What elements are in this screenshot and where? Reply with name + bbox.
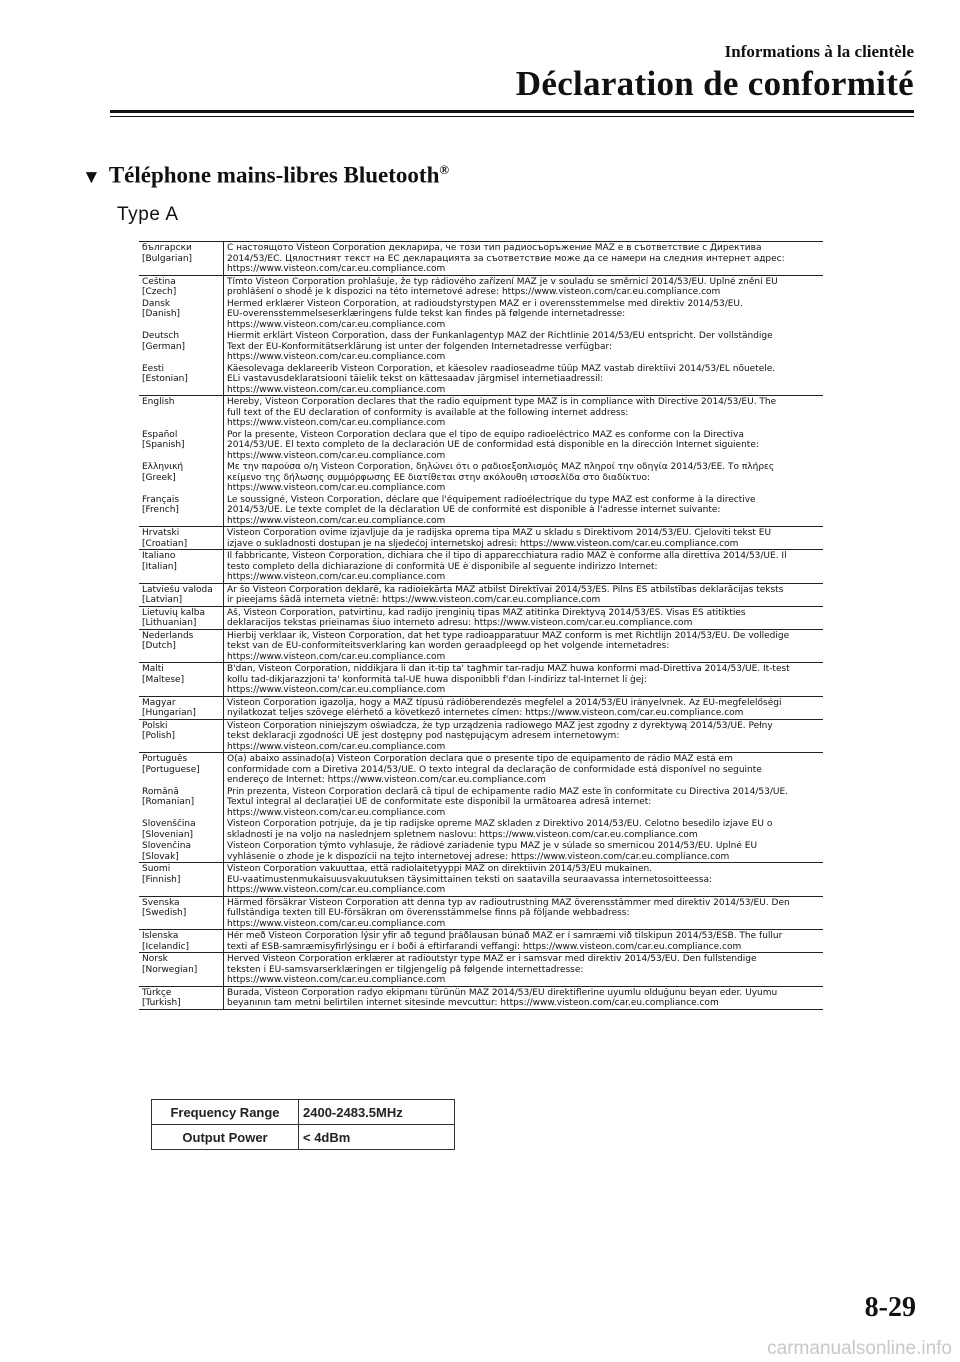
spec-value: 2400-2483.5MHz	[299, 1100, 455, 1125]
declaration-line: Käesolevaga deklareerib Visteon Corporation, et käesolev raadioseadme tüüp MAZ vastab direktiivi 2014/53/EL nõuetele.	[227, 363, 776, 374]
declaration-line: https://www.visteon.com/car.eu.compliance.com	[227, 483, 446, 493]
language-label	[139, 483, 223, 494]
language-name: Lietuvių kalba	[142, 607, 205, 618]
declaration-text-cell	[224, 987, 823, 1009]
declaration-row	[139, 863, 823, 897]
language-label: [Swedish]	[142, 908, 187, 918]
declaration-line: Aš, Visteon Corporation, patvirtinu, kad radijo įrenginių tipas MAZ atitinka Direktyvą 2014/53/ES. Visas ES atitikties	[227, 607, 746, 618]
language-cell	[139, 550, 224, 583]
declaration-line: texti af ESB-samræmisyfirlýsingu er í boði á eftirfarandi veffangi: https://www.visteon.com/car.eu.compliance.com	[227, 941, 742, 952]
declaration-row	[139, 697, 823, 720]
language-name: Ελληνική	[142, 462, 184, 472]
declaration-line: tekst van de EU-conformiteitsverklaring kan worden geraadpleegd op het volgende internetadres:	[227, 641, 670, 651]
language-name: Suomi	[142, 864, 171, 874]
language-name: Italiano	[142, 551, 176, 561]
language-label	[139, 808, 223, 819]
language-name: Deutsch	[142, 331, 180, 341]
type-label: Type A	[117, 204, 179, 225]
declaration-line: full text of the EU declaration of conformity is available at the following internet address:	[227, 407, 629, 418]
declaration-line: https://www.visteon.com/car.eu.compliance.com	[227, 975, 446, 985]
spec-key: Output Power	[152, 1125, 299, 1150]
declaration-line: Textul integral al declarației UE de conformitate este disponibil la următoarea adresă internet:	[227, 797, 652, 807]
language-label	[139, 919, 223, 930]
language-name: Slovenščina	[142, 819, 196, 829]
declaration-row	[139, 584, 823, 607]
language-label: [Danish]	[142, 309, 181, 319]
declaration-line: skladnosti je na voljo na naslednjem spletnem naslovu: https://www.visteon.com/car.eu.compliance.com	[227, 829, 698, 840]
language-cell	[139, 697, 224, 719]
section-title	[82, 162, 449, 189]
header-rule	[110, 110, 914, 113]
declaration-line: tekst deklaracji zgodności UE jest dostępny pod następującym adresem internetowym:	[227, 731, 620, 741]
language-label: [Slovak]	[142, 851, 179, 862]
spec-table	[151, 1099, 455, 1150]
declaration-line: EU-overensstemmelseserklæringens fulde tekst kan findes på følgende internetadresse:	[227, 309, 626, 319]
declaration-line: Hiermit erklärt Visteon Corporation, dass der Funkanlagentyp MAZ der Richtlinie 2014/53/EU entspricht. Der vollständige	[227, 331, 773, 341]
declaration-line: O(a) abaixo assinado(a) Visteon Corporation declara que o presente tipo de equipamento de rádio MAZ está em	[227, 754, 733, 764]
language-label: [Maltese]	[142, 674, 185, 685]
declaration-line: Hierbij verklaar ik, Visteon Corporation, dat het type radioapparatuur MAZ conform is met Richtlijn 2014/53/EU. De volledige	[227, 630, 790, 641]
language-name: Français	[142, 494, 180, 505]
language-label: [Dutch]	[142, 641, 176, 651]
declaration-line: Härmed försäkrar Visteon Corporation att denna typ av radioutrustning MAZ överensstämmer med direktiv 2014/53/EU. Den	[227, 897, 790, 908]
declaration-text-cell	[224, 863, 823, 896]
declaration-text-cell	[224, 720, 823, 753]
declaration-line: https://www.visteon.com/car.eu.compliance.com	[227, 918, 446, 929]
declaration-line: deklaracijos tekstas prieinamas šiuo interneto adresu: https://www.visteon.com/car.eu.compliance.com	[227, 618, 693, 628]
language-label	[139, 264, 223, 275]
language-label: [Portuguese]	[142, 764, 200, 775]
declaration-row	[139, 753, 823, 863]
language-label: [French]	[142, 505, 179, 515]
declaration-line: testo completo della dichiarazione di conformità UE è disponibile al seguente indirizzo Internet:	[227, 561, 658, 572]
watermark: carmanualsonline.info	[767, 1338, 952, 1359]
language-label	[139, 516, 223, 527]
language-cell	[139, 607, 224, 629]
language-label: [Norwegian]	[142, 964, 198, 975]
declaration-text-cell	[224, 630, 823, 663]
language-name: Slovenčina	[142, 841, 191, 851]
language-name: Nederlands	[142, 630, 194, 641]
language-label: [Polish]	[142, 731, 176, 741]
declaration-line: teksten i EU-samsvarserklæringen er tilgjengelig på følgende internettadresse:	[227, 964, 584, 975]
declaration-line: Με την παρούσα ο/η Visteon Corporation, δηλώνει ότι ο ραδιοεξοπλισμός MAZ πληροί την οδηγία 2014/53/ΕΕ. Το πλήρες	[227, 462, 775, 472]
declaration-line: https://www.visteon.com/car.eu.compliance.com	[227, 885, 446, 895]
declaration-line: Burada, Visteon Corporation radyo ekipmanı türünün MAZ 2014/53/EU direktiflerine uyumlu olduğunu beyan eder. Uyumu	[227, 987, 778, 998]
language-label: [Lithuanian]	[142, 618, 197, 628]
declaration-row	[139, 630, 823, 664]
declaration-line: fullständiga texten till EU-försäkran om överensstämmelse finns på följande webbadress:	[227, 908, 630, 918]
declaration-row	[139, 953, 823, 987]
section-title-text: Téléphone mains-libres Bluetooth®	[108, 162, 450, 188]
declaration-line: Hereby, Visteon Corporation declares that the radio equipment type MAZ is in compliance with Directive 2014/53/EU. The	[227, 397, 777, 407]
language-label	[139, 572, 223, 583]
language-label: [Slovenian]	[142, 829, 194, 840]
language-label	[139, 418, 223, 429]
language-name: Română	[142, 786, 179, 797]
language-label: [Croatian]	[142, 538, 188, 549]
language-label	[139, 652, 223, 663]
language-cell	[139, 987, 224, 1009]
language-name: Español	[142, 429, 178, 440]
language-label: [Bulgarian]	[142, 253, 193, 264]
declaration-line: EU-vaatimustenmukaisuusvakuutuksen täysimittainen teksti on saatavilla seuraavassa internetosoitteessa:	[227, 874, 713, 885]
language-cell	[139, 720, 224, 753]
registered-mark: ®	[439, 162, 450, 177]
declaration-line: Por la presente, Visteon Corporation declara que el tipo de equipo radioeléctrico MAZ es conforme con la Directiva	[227, 429, 744, 440]
language-label: [Icelandic]	[142, 941, 190, 952]
declaration-line: С настоящото Visteon Corporation декларира, че този тип радиосъоръжение MAZ е в съответствие с Директива	[227, 243, 762, 253]
declaration-line: Visteon Corporation týmto vyhlasuje, že rádiové zariadenie typu MAZ je v súlade so smernicou 2014/53/EÚ. Úplné EÚ	[227, 841, 758, 851]
language-cell	[139, 753, 224, 862]
language-label	[139, 451, 223, 462]
declaration-line: https://www.visteon.com/car.eu.compliance.com	[227, 450, 446, 461]
declaration-line: Ar šo Visteon Corporation deklarē, ka radioiekārta MAZ atbilst Direktīvai 2014/53/ES. Pilns ES atbilstības deklarācijas teksts	[227, 584, 784, 595]
spec-value: < 4dBm	[299, 1125, 455, 1150]
language-label: [Czech]	[142, 287, 177, 297]
language-cell	[139, 953, 224, 986]
declaration-line: https://www.visteon.com/car.eu.compliance.com	[227, 651, 446, 662]
declaration-text-cell	[224, 396, 823, 526]
language-label: [Finnish]	[142, 874, 181, 885]
declaration-line: https://www.visteon.com/car.eu.compliance.com	[227, 741, 446, 752]
language-label	[139, 975, 223, 986]
language-cell	[139, 527, 224, 549]
declaration-line: Visteon Corporation potrjuje, da je tip radijske opreme MAZ skladen z Direktivo 2014/53/EU. Celotno besedilo izjave EU o	[227, 819, 773, 829]
language-cell	[139, 584, 224, 606]
declaration-row	[139, 987, 823, 1009]
language-label	[139, 320, 223, 331]
declaration-line: https://www.visteon.com/car.eu.compliance.com	[227, 264, 446, 274]
language-label	[139, 742, 223, 753]
language-cell	[139, 897, 224, 930]
declaration-row	[139, 897, 823, 931]
spec-row	[152, 1125, 455, 1150]
language-label: [Italian]	[142, 561, 177, 572]
declaration-row	[139, 663, 823, 697]
language-label: [German]	[142, 341, 186, 352]
declaration-line: kollu tad-dikjarazzjoni ta' konformità tal-UE huwa disponibbli f'dan l-indirizz tal-Internet li ġej:	[227, 674, 647, 685]
declaration-line: Text der EU-Konformitätserklärung ist unter der folgenden Internetadresse verfügbar:	[227, 341, 613, 352]
language-name: Türkçe	[142, 987, 172, 998]
declaration-line: https://www.visteon.com/car.eu.compliance.com	[227, 418, 446, 428]
language-name: Português	[142, 754, 188, 764]
language-label: [Greek]	[142, 472, 176, 483]
header-section-label: Informations à la clientèle	[724, 42, 914, 61]
language-label: [Estonian]	[142, 374, 188, 384]
language-name: Dansk	[142, 298, 171, 309]
language-name: Magyar	[142, 697, 176, 708]
declaration-text-cell	[224, 550, 823, 583]
spec-key: Frequency Range	[152, 1100, 299, 1125]
page-title: Déclaration de conformité	[515, 64, 914, 103]
language-label: [Hungarian]	[142, 708, 196, 718]
language-cell	[139, 630, 224, 663]
declaration-text-cell	[224, 953, 823, 986]
language-name: English	[142, 397, 175, 407]
language-label	[139, 352, 223, 363]
declaration-line: B'dan, Visteon Corporation, niddikjara li dan it-tip ta' tagħmir tar-radju MAZ huwa konformi mad-Direttiva 2014/53/UE. It-test	[227, 664, 790, 674]
declaration-line: https://www.visteon.com/car.eu.compliance.com	[227, 685, 446, 695]
declaration-line: ELi vastavusdeklaratsiooni täielik tekst on kättesaadav järgmisel internetiaadressil:	[227, 374, 604, 384]
declaration-line: conformidade com a Diretiva 2014/53/UE. O texto integral da declaração de conformidade está disponível no seguinte	[227, 764, 762, 775]
declaration-row	[139, 720, 823, 754]
declaration-line: Hermed erklærer Visteon Corporation, at radioudstyrstypen MAZ er i overensstemmelse med direktiv 2014/53/EU.	[227, 298, 743, 309]
declaration-text-cell	[224, 897, 823, 930]
declaration-row	[139, 527, 823, 550]
language-label: [Turkish]	[142, 998, 181, 1008]
declaration-line: nyilatkozat teljes szövege elérhető a következő internetes címen: https://www.visteon.com/car.eu.compliance.com	[227, 708, 744, 718]
language-name: български	[142, 243, 192, 253]
language-name: Polski	[142, 720, 168, 731]
declaration-line: Tímto Visteon Corporation prohlašuje, že typ rádiového zařízení MAZ je v souladu se směrnicí 2014/53/EU. Úplné znění EU	[227, 276, 778, 287]
declaration-line: https://www.visteon.com/car.eu.compliance.com	[227, 572, 446, 582]
declaration-line: beyanının tam metni belirtilen internet sitesinde mevcuttur: https://www.visteon.com/car.eu.compliance.com	[227, 998, 719, 1008]
declaration-text-cell	[224, 930, 823, 952]
language-name: Malti	[142, 664, 164, 674]
declaration-text-cell	[224, 584, 823, 606]
language-label	[139, 685, 223, 696]
declaration-text-cell	[224, 663, 823, 696]
declaration-line: Visteon Corporation igazolja, hogy a MAZ típusú rádióberendezés megfelel a 2014/53/EU irányelvnek. Az EU-megfelelőségi	[227, 697, 782, 708]
declaration-table	[139, 241, 823, 1010]
language-label: [Romanian]	[142, 797, 195, 807]
declaration-line: Visteon Corporation ovime izjavljuje da je radijska oprema tipa MAZ u skladu s Direktivom 2014/53/EU. Cjeloviti tekst EU	[227, 528, 772, 538]
language-label	[139, 385, 223, 396]
declaration-line: vyhlásenie o zhode je k dispozícii na tejto internetovej adrese: https://www.visteon.com/car.eu.compliance.com	[227, 851, 730, 862]
declaration-line: https://www.visteon.com/car.eu.compliance.com	[227, 384, 446, 395]
language-label	[139, 408, 223, 419]
declaration-text-cell	[224, 276, 823, 396]
language-label: [Spanish]	[142, 440, 185, 450]
declaration-row	[139, 276, 823, 397]
declaration-line: prohlášení o shodě je k dispozici na této internetové adrese: https://www.visteon.com/car.eu.compliance.com	[227, 287, 721, 297]
language-cell	[139, 930, 224, 952]
spec-row	[152, 1100, 455, 1125]
declaration-line: 2014/53/UE. Le texte complet de la déclaration UE de conformité est disponible à l'adresse internet suivante:	[227, 505, 721, 515]
declaration-line: https://www.visteon.com/car.eu.compliance.com	[227, 319, 446, 330]
language-name: Svenska	[142, 897, 180, 908]
declaration-row	[139, 242, 823, 276]
language-name: Čeština	[142, 276, 176, 287]
language-cell	[139, 863, 224, 896]
declaration-row	[139, 550, 823, 584]
language-cell	[139, 242, 224, 275]
declaration-row	[139, 930, 823, 953]
language-cell	[139, 663, 224, 696]
language-label	[139, 775, 223, 786]
declaration-text-cell	[224, 242, 823, 275]
declaration-line: 2014/53/ЕС. Цялостният текст на ЕС декларацията за съответствие може да се намери на следния интернет адрес:	[227, 253, 785, 264]
language-cell	[139, 396, 224, 526]
triangle-marker-icon: ▼	[82, 166, 101, 188]
declaration-text-cell	[224, 697, 823, 719]
language-label	[139, 885, 223, 896]
declaration-line: Le soussigné, Visteon Corporation, déclare que l'équipement radioélectrique du type MAZ est conforme à la directive	[227, 494, 756, 505]
declaration-text-cell	[224, 607, 823, 629]
declaration-line: https://www.visteon.com/car.eu.compliance.com	[227, 807, 446, 818]
declaration-line: Prin prezenta, Visteon Corporation declară că tipul de echipamente radio MAZ este în conformitate cu Directiva 2014/53/UE.	[227, 786, 789, 797]
declaration-line: https://www.visteon.com/car.eu.compliance.com	[227, 515, 446, 526]
declaration-line: izjave o sukladnosti dostupan je na sljedećoj internetskoj adresi: https://www.visteon.com/car.eu.compliance.com	[227, 538, 739, 549]
declaration-row	[139, 396, 823, 527]
declaration-line: 2014/53/UE. El texto completo de la declaración UE de conformidad está disponible en la dirección Internet siguiente:	[227, 440, 759, 450]
declaration-line: Hér með Visteon Corporation lýsir yfir að tegund þráðlausan búnað MAZ er í samræmi við tilskipun 2014/53/ESB. The fullur	[227, 931, 783, 941]
declaration-line: Il fabbricante, Visteon Corporation, dichiara che il tipo di apparecchiatura radio MAZ è conforme alla direttiva 2014/53/UE. Il	[227, 551, 787, 561]
declaration-line: endereço de Internet: https://www.visteon.com/car.eu.compliance.com	[227, 775, 546, 785]
language-label: [Latvian]	[142, 595, 183, 605]
declaration-text-cell	[224, 753, 823, 862]
header-rule-thin	[110, 116, 914, 117]
language-name: Íslenska	[142, 931, 179, 941]
declaration-row	[139, 607, 823, 630]
declaration-line: Visteon Corporation vakuuttaa, että radiolaitetyyppi MAZ on direktiivin 2014/53/EU mukainen.	[227, 864, 653, 874]
declaration-line: https://www.visteon.com/car.eu.compliance.com	[227, 352, 446, 362]
declaration-line: ir pieejams šādā interneta vietnē: https://www.visteon.com/car.eu.compliance.com	[227, 595, 601, 605]
language-name: Norsk	[142, 954, 168, 964]
language-name: Hrvatski	[142, 528, 180, 538]
language-cell	[139, 276, 224, 396]
language-name: Eesti	[142, 363, 164, 374]
declaration-line: Visteon Corporation niniejszym oświadcza, że typ urządzenia radiowego MAZ jest zgodny z dyrektywą 2014/53/UE. Pełny	[227, 720, 773, 731]
language-name: Latviešu valoda	[142, 584, 213, 595]
declaration-line: Herved Visteon Corporation erklærer at radioutstyr type MAZ er i samsvar med direktiv 2014/53/EU. Den fullstendige	[227, 954, 757, 964]
declaration-line: κείμενο της δήλωσης συμμόρφωσης ΕΕ διατίθεται στην ακόλουθη ιστοσελίδα στο διαδίκτυο:	[227, 472, 650, 483]
declaration-text-cell	[224, 527, 823, 549]
page-number: 8-29	[864, 1292, 916, 1323]
